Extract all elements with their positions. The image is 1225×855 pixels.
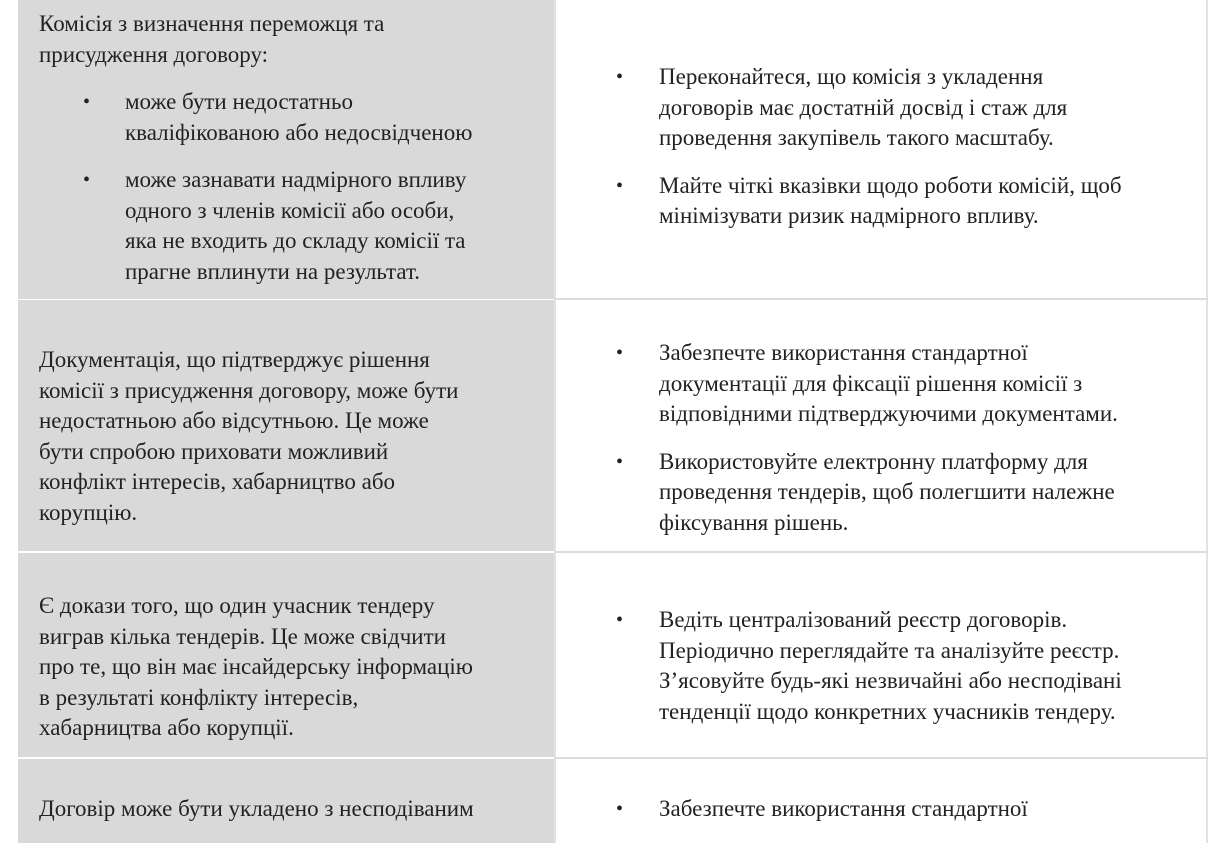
list-item: • Забезпечте використання стандартної документації для фіксації рішення комісії з відповідними підтверджуючими документами. bbox=[616, 340, 1118, 426]
bullet-icon: • bbox=[616, 798, 624, 820]
problem-text: присудження договору: bbox=[39, 41, 269, 67]
problem-text: Договір може бути укладено з несподіваним bbox=[39, 796, 474, 821]
bullet-icon: • bbox=[616, 609, 624, 631]
problem-text: Є докази того, що один учасник тендеру bbox=[39, 593, 435, 618]
problem-text: конфлікт інтересів, хабарництво або bbox=[39, 469, 396, 494]
action-list bbox=[556, 605, 1196, 727]
list-item: • Майте чіткі вказівки щодо роботи комісій, щоб мінімізувати ризик надмірного впливу. bbox=[616, 172, 1122, 228]
action-cell bbox=[554, 0, 1208, 299]
list-item: • може зазнавати надмірного впливу одного з членів комісії або особи, яка не входить до складу комісії та прагне вплинути на результат. bbox=[83, 167, 467, 284]
problem-text: в результаті конфлікту інтересів, bbox=[39, 684, 359, 710]
problem-cell bbox=[18, 759, 554, 843]
action-cell bbox=[554, 759, 1208, 843]
action-cell bbox=[554, 300, 1208, 551]
table-row bbox=[18, 553, 1208, 757]
problem-text: недостатньою або відсутньою. Це може bbox=[39, 408, 429, 433]
action-list bbox=[556, 62, 1196, 232]
problem-text: виграв кілька тендерів. Це може свідчити bbox=[39, 623, 446, 649]
bullet-icon: • bbox=[616, 342, 624, 364]
problem-list bbox=[39, 87, 536, 287]
risk-table bbox=[18, 0, 1208, 843]
problem-text: Комісія з визначення переможця та bbox=[39, 11, 385, 36]
problem-text: корупцію. bbox=[39, 499, 138, 525]
problem-cell bbox=[18, 553, 554, 757]
problem-text: бути спробою приховати можливий bbox=[39, 438, 389, 464]
problem-cell bbox=[18, 300, 554, 551]
list-item: • Забезпечте використання стандартної bbox=[556, 794, 1196, 825]
list-item: • Використовуйте електронну платформу для проведення тендерів, щоб полегшити належне фіксування рішень. bbox=[616, 448, 1115, 535]
bullet-icon: • bbox=[83, 169, 91, 191]
table-row bbox=[18, 300, 1208, 551]
problem-text: Документація, що підтверджує рішення bbox=[39, 347, 430, 372]
list-item: • Переконайтеся, що комісія з укладення договорів має достатній досвід і стаж для проведення закупівель такого масштабу. bbox=[616, 64, 1068, 150]
bullet-icon: • bbox=[616, 174, 624, 197]
problem-text: хабарництва або корупції. bbox=[39, 715, 294, 740]
table-row bbox=[18, 759, 1208, 843]
problem-cell bbox=[18, 0, 554, 299]
problem-text: комісії з присудження договору, може бути bbox=[39, 377, 459, 403]
list-item: • може бути недостатньо кваліфікованою або недосвідченою bbox=[83, 89, 473, 145]
bullet-icon: • bbox=[83, 91, 91, 113]
problem-text: про те, що він має інсайдерську інформацію bbox=[39, 654, 473, 679]
bullet-icon: • bbox=[616, 450, 624, 473]
table-row bbox=[18, 0, 1208, 299]
action-list bbox=[556, 794, 1196, 825]
action-list bbox=[556, 338, 1196, 538]
action-cell bbox=[554, 553, 1208, 757]
bullet-icon: • bbox=[616, 66, 624, 88]
list-item: • Ведіть централізований реєстр договорів. Періодично переглядайте та аналізуйте реєстр. З’ясовуйте будь-які незвичайні або несподівані тенденції щодо конкретних учасників тендеру. bbox=[616, 607, 1122, 724]
